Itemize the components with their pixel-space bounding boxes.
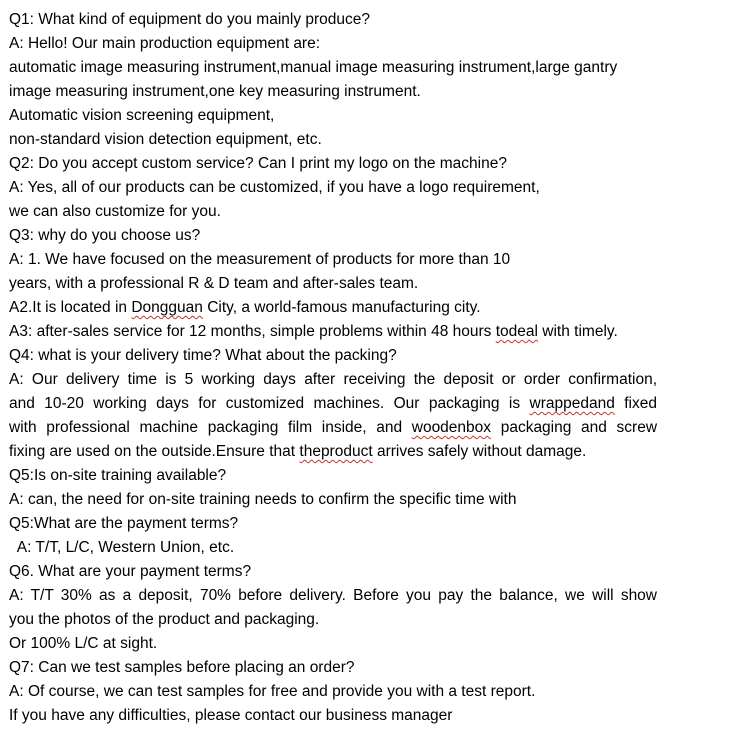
q5-question: Q5:Is on-site training available? [9, 467, 227, 484]
text-segment: fixing are used on the outside.Ensure that [9, 443, 300, 460]
q5-payment-question: Q5:What are the payment terms? [9, 515, 239, 532]
q2-answer-line-1: A: Yes, all of our products can be customized, if you have a logo requirement, [9, 179, 540, 196]
text-segment: with timely. [537, 323, 618, 340]
q5-payment-answer: A: T/T, L/C, Western Union, etc. [9, 539, 235, 556]
text-segment: and 10-20 working days for customized machines. Our packaging is [9, 395, 530, 412]
spellcheck-word: Dongguan [131, 299, 203, 316]
q6-answer-line-2: you the photos of the product and packaging. [9, 611, 320, 628]
q7-question: Q7: Can we test samples before placing an order? [9, 659, 355, 676]
text-segment: fixed [614, 395, 657, 412]
spellcheck-word: woodenbox [411, 419, 492, 436]
q7-answer-line-1: A: Of course, we can test samples for free and provide you with a test report. [9, 683, 536, 700]
q2-question: Q2: Do you accept custom service? Can I print my logo on the machine? [9, 155, 507, 172]
q3-answer-a2 [9, 298, 481, 318]
text-segment: City, a world-famous manufacturing city. [202, 299, 481, 316]
q1-answer-line-2: image measuring instrument,one key measuring instrument. [9, 83, 421, 100]
q1-answer-intro: A: Hello! Our main production equipment are: [9, 35, 321, 52]
q4-answer-line-1: A: Our delivery time is 5 working days after receiving the deposit or order confirmation, [9, 371, 657, 388]
q3-answer-a3 [9, 322, 618, 342]
q6-question: Q6. What are your payment terms? [9, 563, 252, 580]
text-segment: packaging and screw [491, 419, 658, 436]
text-segment: A3: after-sales service for 12 months, simple problems within 48 hours [9, 323, 496, 340]
q2-answer-line-2: we can also customize for you. [9, 203, 221, 220]
spellcheck-word: wrappedand [529, 395, 615, 412]
spellcheck-word: theproduct [299, 443, 373, 460]
text-segment: A2.It is located in [9, 299, 132, 316]
q6-answer-line-3: Or 100% L/C at sight. [9, 635, 158, 652]
q7-answer-line-2: If you have any difficulties, please contact our business manager [9, 707, 453, 724]
q4-answer-line-2 [9, 394, 657, 414]
q4-answer-line-4 [9, 442, 586, 462]
q6-answer-line-1: A: T/T 30% as a deposit, 70% before delivery. Before you pay the balance, we will show [9, 587, 657, 604]
q3-answer-line-2: years, with a professional R & D team and after-sales team. [9, 275, 419, 292]
spellcheck-word: todeal [495, 323, 538, 340]
q5-answer: A: can, the need for on-site training needs to confirm the specific time with [9, 491, 517, 508]
q1-answer-line-4: non-standard vision detection equipment, etc. [9, 131, 322, 148]
text-segment: arrives safely without damage. [372, 443, 587, 460]
q3-question: Q3: why do you choose us? [9, 227, 201, 244]
q4-answer-line-3 [9, 418, 657, 438]
q1-answer-line-1: automatic image measuring instrument,manual image measuring instrument,large gantry [9, 59, 618, 76]
q4-question: Q4: what is your delivery time? What about the packing? [9, 347, 397, 364]
q3-answer-line-1: A: 1. We have focused on the measurement of products for more than 10 [9, 251, 511, 268]
q1-question: Q1: What kind of equipment do you mainly produce? [9, 11, 371, 28]
text-segment: with professional machine packaging film inside, and [9, 419, 412, 436]
q1-answer-line-3: Automatic vision screening equipment, [9, 107, 275, 124]
